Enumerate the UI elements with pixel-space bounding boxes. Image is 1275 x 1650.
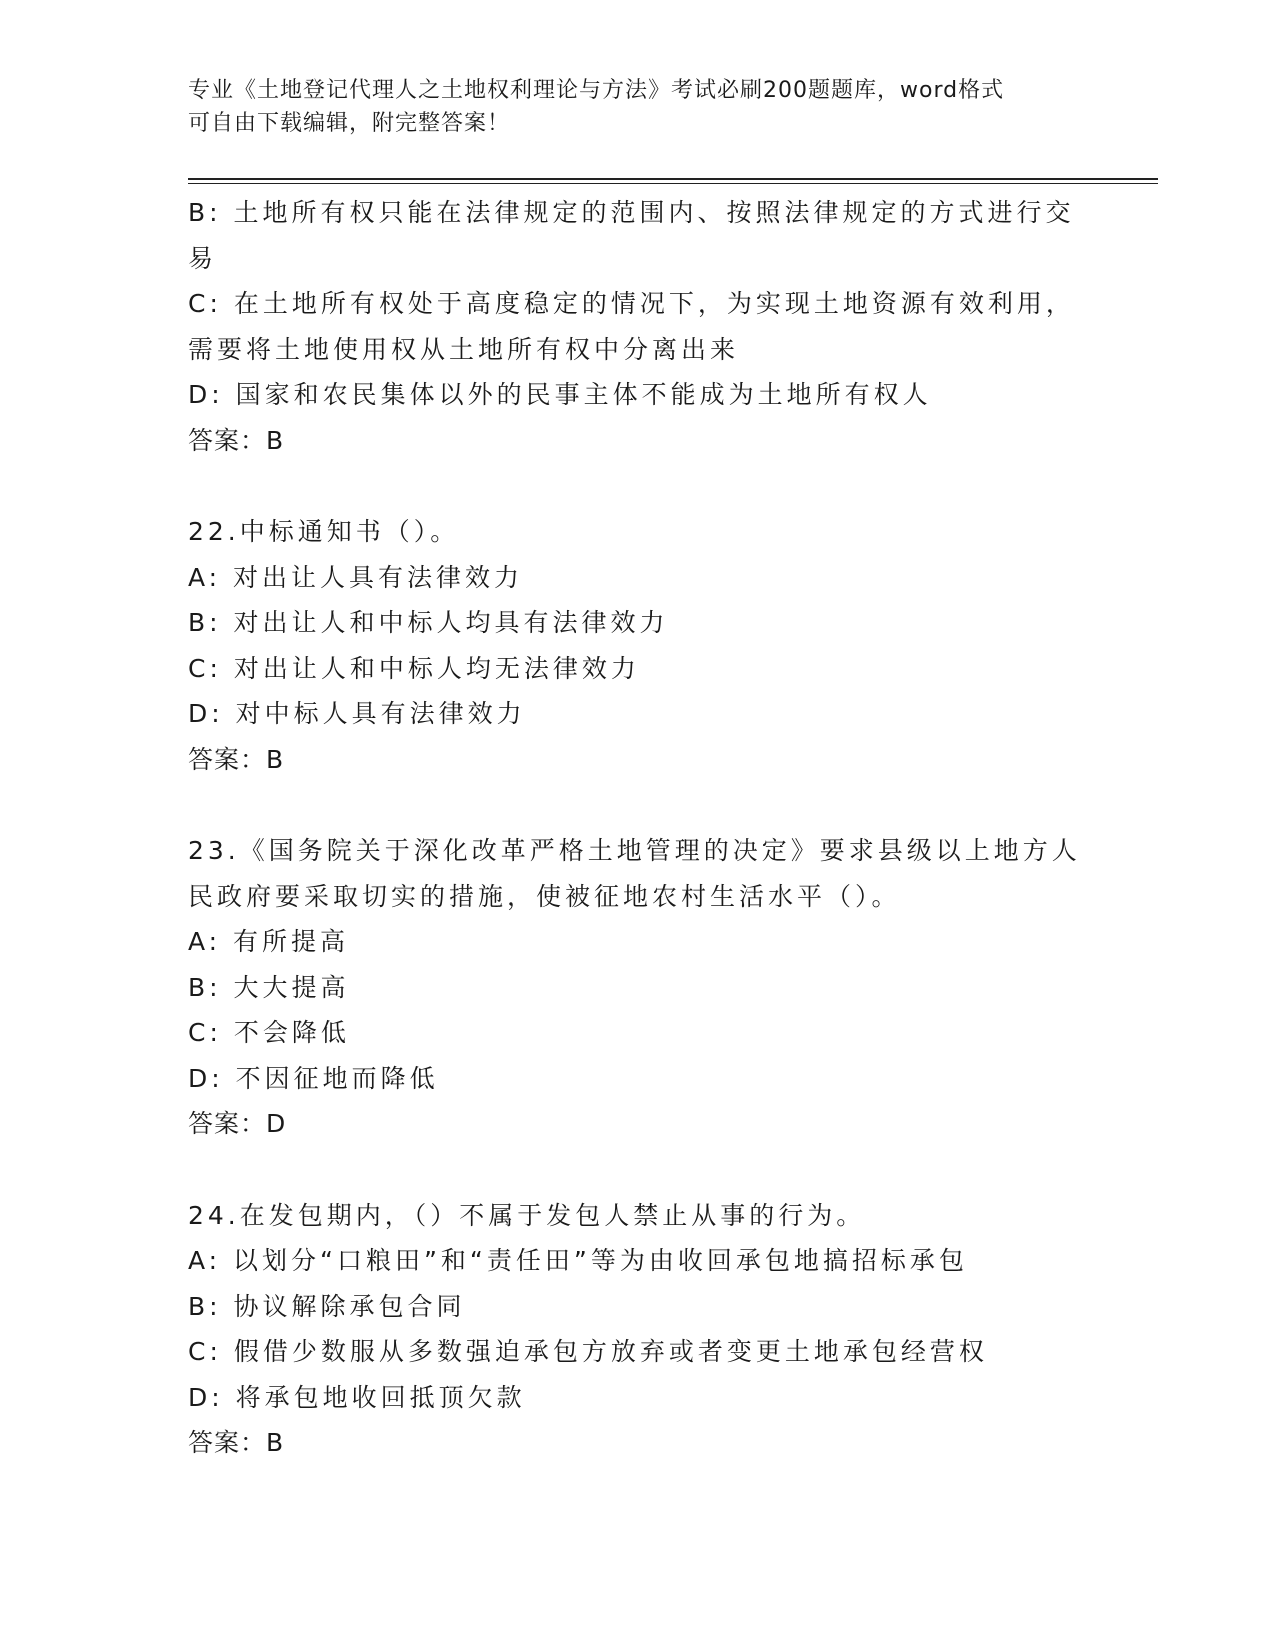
answer: 答案：B [188,1428,285,1457]
option-a: A: 有所提高 [188,927,350,956]
header-title-line2: 可自由下载编辑，附完整答案！ [188,111,511,136]
option-d: D: 将承包地收回抵顶欠款 [188,1382,526,1412]
question-stem: 22.中标通知书（）。 [188,517,460,546]
answer: 答案：B [188,744,285,774]
question-22 [188,509,1088,782]
spacer [188,782,1088,828]
header-divider-thick [188,178,1158,180]
option-d: D: 国家和农民集体以外的民事主体不能成为土地所有权人 [188,380,932,409]
spacer [188,463,1088,509]
option-c-line2: 需要将土地使用权从土地所有权中分离出来 [188,334,740,364]
question-23 [188,828,1088,1147]
option-b: B: 大大提高 [188,972,350,1002]
option-b: B: 对出让人和中标人均具有法律效力 [188,608,669,637]
question-21-continued [188,190,1088,463]
option-a: A: 以划分“口粮田”和“责任田”等为由收回承包地搞招标承包 [188,1246,968,1275]
option-c: C: 假借少数服从多数强迫承包方放弃或者变更土地承包经营权 [188,1337,988,1366]
question-stem-line1: 23.《国务院关于深化改革严格土地管理的决定》要求县级以上地方人 [188,836,1081,865]
option-b-line1: B: 土地所有权只能在法律规定的范围内、按照法律规定的方式进行交 [188,198,1075,227]
option-a: A: 对出让人具有法律效力 [188,562,524,592]
document-body [188,190,1088,1466]
header-title-line1: 专业《土地登记代理人之土地权利理论与方法》考试必刷200题题库，word格式 [188,78,1005,103]
option-c-line1: C: 在土地所有权处于高度稳定的情况下，为实现土地资源有效利用， [188,289,1075,318]
header-divider-thin [188,183,1158,184]
option-c: C: 对出让人和中标人均无法律效力 [188,653,640,683]
document-header [188,74,1088,140]
option-c: C: 不会降低 [188,1018,350,1047]
question-stem: 24.在发包期内，（）不属于发包人禁止从事的行为。 [188,1200,866,1230]
question-stem-line2: 民政府要采取切实的措施，使被征地农村生活水平（）。 [188,881,901,911]
answer: 答案：D [188,1109,287,1138]
answer: 答案：B [188,425,285,455]
option-b-line2: 易 [188,243,218,273]
option-b: B: 协议解除承包合同 [188,1291,466,1321]
question-24 [188,1193,1088,1466]
option-d: D: 不因征地而降低 [188,1063,439,1093]
option-d: D: 对中标人具有法律效力 [188,699,526,728]
spacer [188,1147,1088,1193]
